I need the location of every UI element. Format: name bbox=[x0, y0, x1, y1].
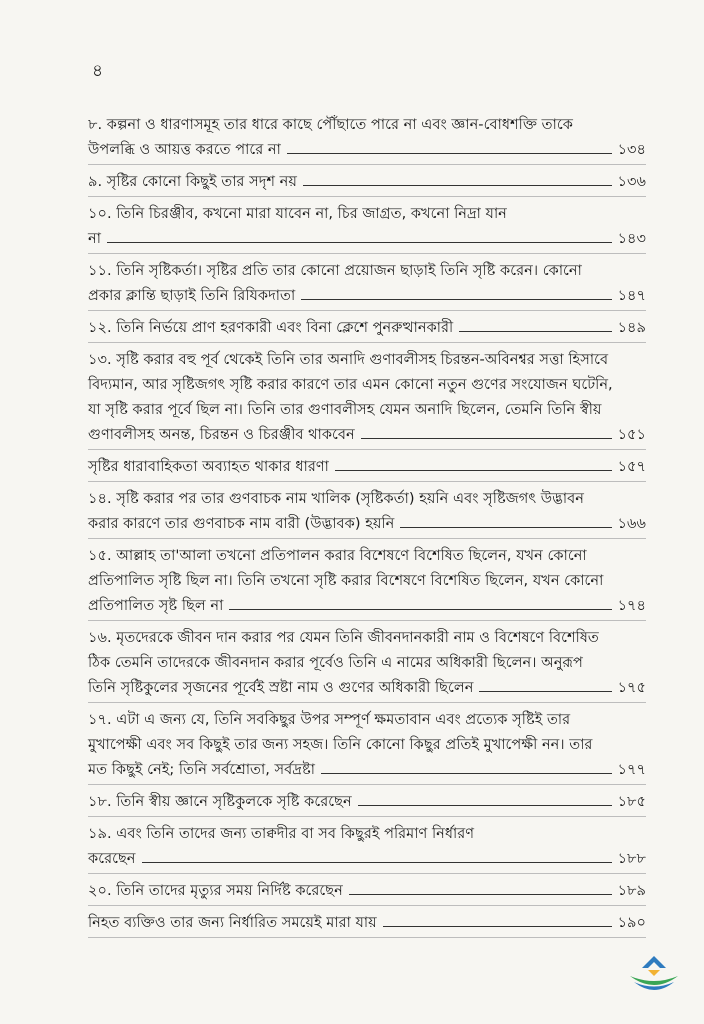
dot-leader bbox=[142, 862, 612, 863]
toc-entry bbox=[88, 707, 646, 785]
toc-entry-line: ১০. তিনি চিরঞ্জীব, কখনো মারা যাবেন না, চির জাগ্রত, কখনো নিদ্রা যান bbox=[88, 205, 507, 222]
toc-entry-title: ১২. তিনি নির্ভয়ে প্রাণ হরণকারী এবং বিনা ক্লেশে পুনরুত্থানকারী bbox=[88, 319, 454, 336]
toc-entry-title: তিনি সৃষ্টিকুলের সৃজনের পূর্বেই স্রষ্টা নাম ও গুণের অধিকারী ছিলেন bbox=[88, 679, 474, 696]
toc-entry-title: ২০. তিনি তাদের মৃত্যুর সময় নির্দিষ্ট করেছেন bbox=[88, 882, 343, 899]
toc-entry-page: ১৬৬ bbox=[617, 515, 646, 532]
toc-entry-page: ১৭৪ bbox=[617, 597, 646, 614]
toc-entry-last-line bbox=[88, 878, 646, 903]
toc-entry-last-line bbox=[88, 422, 646, 447]
table-of-contents bbox=[88, 112, 646, 942]
toc-entry-line: ৮. কল্পনা ও ধারণাসমূহ তার ধারে কাছে পৌঁছাতে পারে না এবং জ্ঞান-বোধশক্তি তাকে bbox=[88, 116, 573, 133]
toc-entry bbox=[88, 454, 646, 482]
toc-entry bbox=[88, 347, 646, 450]
toc-entry bbox=[88, 258, 646, 311]
toc-entry-title: নিহত ব্যক্তিও তার জন্য নির্ধারিত সময়েই মারা যায় bbox=[88, 914, 377, 931]
toc-entry-title: করেছেন bbox=[88, 850, 136, 867]
dot-leader bbox=[361, 438, 612, 439]
toc-entry-page: ১৫১ bbox=[617, 426, 646, 443]
toc-entry-line: বিদ্যমান, আর সৃষ্টিজগৎ সৃষ্টি করার কারণে তার এমন কোনো নতুন গুণের সংযোজন ঘটেনি, bbox=[88, 376, 613, 393]
toc-entry-title: সৃষ্টির ধারাবাহিকতা অব্যাহত থাকার ধারণা bbox=[88, 458, 329, 475]
toc-entry bbox=[88, 112, 646, 165]
toc-entry-line: ১৭. এটা এ জন্য যে, তিনি সবকিছুর উপর সম্পূর্ণ ক্ষমতাবান এবং প্রত্যেক সৃষ্টিই তার bbox=[88, 711, 571, 728]
dot-leader bbox=[459, 331, 611, 332]
toc-entry-line: ১৪. সৃষ্টি করার পর তার গুণবাচক নাম খালিক (সৃষ্টিকর্তা) হয়নি এবং সৃষ্টিজগৎ উদ্ভাবন bbox=[88, 490, 584, 507]
dot-leader bbox=[301, 299, 611, 300]
toc-entry bbox=[88, 169, 646, 197]
toc-entry-last-line bbox=[88, 593, 646, 618]
toc-entry-line: প্রতিপালিত সৃষ্টি ছিল না। তিনি তখনো সৃষ্টি করার বিশেষণে বিশেষিত ছিলেন, যখন কোনো bbox=[88, 572, 604, 589]
dot-leader bbox=[321, 773, 612, 774]
dot-leader bbox=[229, 609, 611, 610]
toc-entry-page: ১৩৪ bbox=[617, 141, 646, 158]
page-number: ৪ bbox=[92, 61, 104, 81]
toc-entry-title: না bbox=[88, 230, 101, 247]
toc-entry-page: ১৮৮ bbox=[617, 850, 646, 867]
toc-entry-title: উপলব্ধি ও আয়ত্ত করতে পারে না bbox=[88, 141, 281, 158]
toc-entry-page: ১৮৫ bbox=[617, 793, 646, 810]
toc-entry-title: মত কিছুই নেই; তিনি সর্বশ্রোতা, সর্বদ্রষ্টা bbox=[88, 761, 315, 778]
toc-entry-page: ১৭৫ bbox=[617, 679, 646, 696]
toc-entry-page: ১৫৭ bbox=[617, 458, 646, 475]
toc-entry-page: ১৪৭ bbox=[617, 287, 646, 304]
toc-entry-page: ১৩৬ bbox=[617, 173, 646, 190]
dot-leader bbox=[400, 527, 611, 528]
toc-entry-page: ১৭৭ bbox=[617, 761, 646, 778]
toc-entry-line: ১১. তিনি সৃষ্টিকর্তা। সৃষ্টির প্রতি তার কোনো প্রয়োজন ছাড়াই তিনি সৃষ্টি করেন। কোনো bbox=[88, 262, 582, 279]
toc-entry-line: ১৩. সৃষ্টি করার বহু পূর্ব থেকেই তিনি তার অনাদি গুণাবলীসহ চিরন্তন-অবিনশ্বর সত্তা হিসাবে bbox=[88, 351, 609, 368]
toc-entry bbox=[88, 821, 646, 874]
toc-entry-last-line bbox=[88, 226, 646, 251]
toc-entry-title: গুণাবলীসহ অনন্ত, চিরন্তন ও চিরঞ্জীব থাকবেন bbox=[88, 426, 355, 443]
publisher-logo-icon bbox=[626, 954, 682, 994]
toc-entry bbox=[88, 878, 646, 906]
toc-entry-page: ১৪৩ bbox=[617, 230, 646, 247]
toc-entry-last-line bbox=[88, 283, 646, 308]
toc-entry-last-line bbox=[88, 910, 646, 935]
toc-entry bbox=[88, 910, 646, 938]
toc-entry-last-line bbox=[88, 137, 646, 162]
toc-entry-page: ১৯০ bbox=[617, 914, 646, 931]
toc-entry-last-line bbox=[88, 675, 646, 700]
dot-leader bbox=[107, 242, 612, 243]
toc-entry bbox=[88, 315, 646, 343]
toc-entry bbox=[88, 201, 646, 254]
toc-entry-last-line bbox=[88, 789, 646, 814]
toc-entry-last-line bbox=[88, 757, 646, 782]
toc-entry-page: ১৪৯ bbox=[617, 319, 646, 336]
toc-entry-last-line bbox=[88, 169, 646, 194]
toc-entry-title: প্রতিপালিত সৃষ্ট ছিল না bbox=[88, 597, 224, 614]
dot-leader bbox=[349, 894, 612, 895]
dot-leader bbox=[303, 185, 612, 186]
toc-entry bbox=[88, 543, 646, 621]
toc-entry bbox=[88, 789, 646, 817]
dot-leader bbox=[358, 805, 612, 806]
dot-leader bbox=[335, 470, 612, 471]
toc-entry-line: মুখাপেক্ষী এবং সব কিছুই তার জন্য সহজ। তিনি কোনো কিছুর প্রতিই মুখাপেক্ষী নন। তার bbox=[88, 736, 593, 753]
toc-entry-page: ১৮৯ bbox=[617, 882, 646, 899]
dot-leader bbox=[383, 926, 612, 927]
toc-entry-title: করার কারণে তার গুণবাচক নাম বারী (উদ্ভাবক) হয়নি bbox=[88, 515, 395, 532]
toc-entry-title: ১৮. তিনি স্বীয় জ্ঞানে সৃষ্টিকুলকে সৃষ্টি করেছেন bbox=[88, 793, 352, 810]
toc-entry-line: ১৬. মৃতদেরকে জীবন দান করার পর যেমন তিনি জীবনদানকারী নাম ও বিশেষণে বিশেষিত bbox=[88, 629, 599, 646]
toc-entry-last-line bbox=[88, 454, 646, 479]
toc-entry-last-line bbox=[88, 846, 646, 871]
toc-entry-line: ঠিক তেমনি তাদেরকে জীবনদান করার পূর্বেও তিনি এ নামের অধিকারী ছিলেন। অনুরূপ bbox=[88, 654, 583, 671]
dot-leader bbox=[287, 153, 612, 154]
toc-entry-last-line bbox=[88, 315, 646, 340]
toc-entry bbox=[88, 625, 646, 703]
toc-entry-title: ৯. সৃষ্টির কোনো কিছুই তার সদৃশ নয় bbox=[88, 173, 297, 190]
toc-entry-line: ১৯. এবং তিনি তাদের জন্য তাক্বদীর বা সব কিছুরই পরিমাণ নির্ধারণ bbox=[88, 825, 475, 842]
toc-entry-last-line bbox=[88, 511, 646, 536]
toc-entry-line: যা সৃষ্টি করার পূর্বে ছিল না। তিনি তার গুণাবলীসহ যেমন অনাদি ছিলেন, তেমনি তিনি স্বীয় bbox=[88, 401, 602, 418]
toc-entry bbox=[88, 486, 646, 539]
toc-entry-line: ১৫. আল্লাহ তা'আলা তখনো প্রতিপালন করার বিশেষণে বিশেষিত ছিলেন, যখন কোনো bbox=[88, 547, 587, 564]
toc-entry-title: প্রকার ক্লান্তি ছাড়াই তিনি রিযিকদাতা bbox=[88, 287, 296, 304]
dot-leader bbox=[479, 691, 611, 692]
